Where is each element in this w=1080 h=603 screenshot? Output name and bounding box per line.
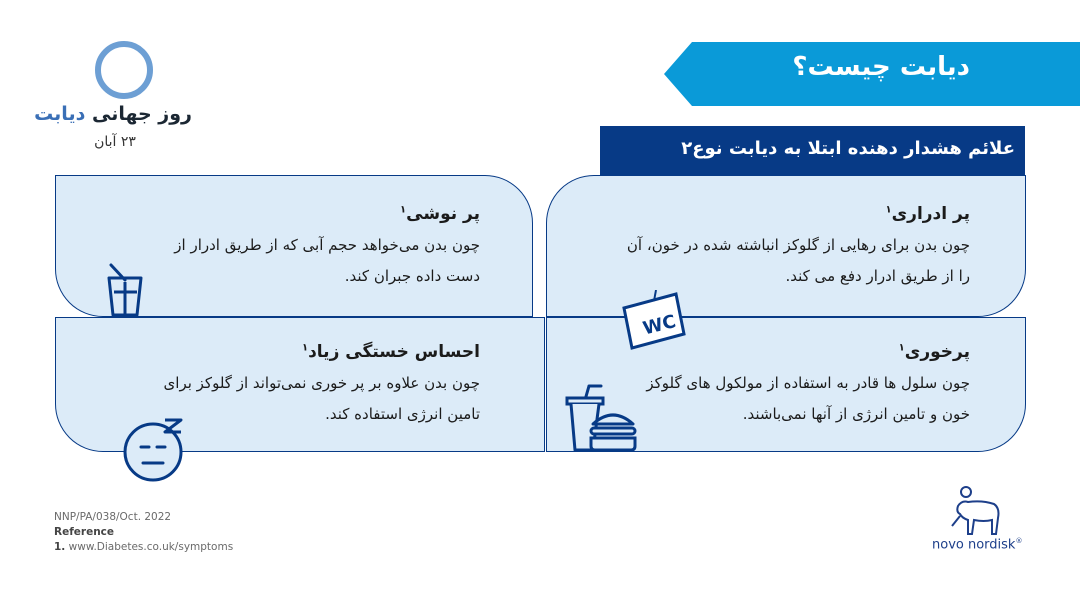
brand-name-text: novo nordisk [932, 537, 1016, 553]
world-diabetes-day-ring-icon [95, 41, 153, 99]
novo-nordisk-apis-bull-icon [948, 486, 1004, 538]
day-date: ۲۳ آبان [94, 134, 136, 150]
card-thirst-ref: ۱ [400, 204, 407, 216]
card-thirst-title-text: پر نوشی [406, 204, 480, 224]
card-urination-title-text: پر ادراری [891, 204, 970, 224]
footer-reference-label [54, 526, 114, 538]
card-fatigue-ref: ۱ [301, 342, 309, 354]
card-overeating-title [899, 342, 970, 362]
footer-code: NNP/PA/038/Oct. 2022 [54, 511, 172, 523]
card-urination-line2: را از طریق ادرار دفع می کند. [785, 267, 970, 285]
reference-label-text: Reference [54, 526, 115, 538]
card-urination-title [885, 204, 970, 224]
card-overeating-line1: چون سلول ها قادر به استفاده از مولکول های گلوکز [646, 374, 970, 392]
brand-name [932, 537, 1022, 552]
card-overeating-body [610, 368, 970, 430]
card-urination-line1: چون بدن برای رهایی از گلوکز انباشته شده در خون، آن [626, 236, 970, 254]
reference-url: www.Diabetes.co.uk/symptoms [68, 541, 234, 553]
drink-glass-icon [105, 262, 145, 318]
card-thirst-body [120, 230, 480, 292]
day-title-accent: دیابت [34, 103, 86, 125]
card-fatigue-title [302, 342, 480, 362]
card-overeating-line2: خون و تامین انرژی از آنها نمی‌باشند. [742, 405, 970, 423]
card-overeating-title-text: پرخوری [904, 342, 970, 362]
card-overeating-ref: ۱ [898, 342, 905, 354]
svg-text:WC: WC [640, 311, 679, 340]
card-urination-ref: ۱ [885, 204, 892, 216]
brand-registered: ® [1015, 537, 1023, 545]
subtitle-text: علائم هشدار دهنده ابتلا به دیابت نوع۲ [681, 138, 1015, 159]
page-title: دیابت چیست؟ [792, 52, 970, 82]
world-diabetes-day-title [34, 103, 192, 125]
card-fatigue-line2: تامین انرژی استفاده کند. [325, 405, 480, 423]
card-urination-body [590, 230, 970, 292]
card-fatigue-title-text: احساس خستگی زیاد [308, 342, 480, 362]
wc-sign-icon [618, 290, 690, 352]
card-thirst-line1: چون بدن می‌خواهد حجم آبی که از طریق ادرار از [174, 236, 480, 254]
footer-reference-item [54, 541, 233, 553]
card-fatigue-line1: چون بدن علاوه بر پر خوری نمی‌تواند از گلوکز برای [163, 374, 480, 392]
fast-food-icon [563, 382, 639, 454]
tired-face-icon [121, 416, 189, 482]
card-thirst-line2: دست داده جبران کند. [344, 267, 480, 285]
day-title-main: روز جهانی [91, 103, 192, 125]
card-thirst-title [400, 204, 480, 224]
reference-num: 1. [54, 541, 66, 553]
